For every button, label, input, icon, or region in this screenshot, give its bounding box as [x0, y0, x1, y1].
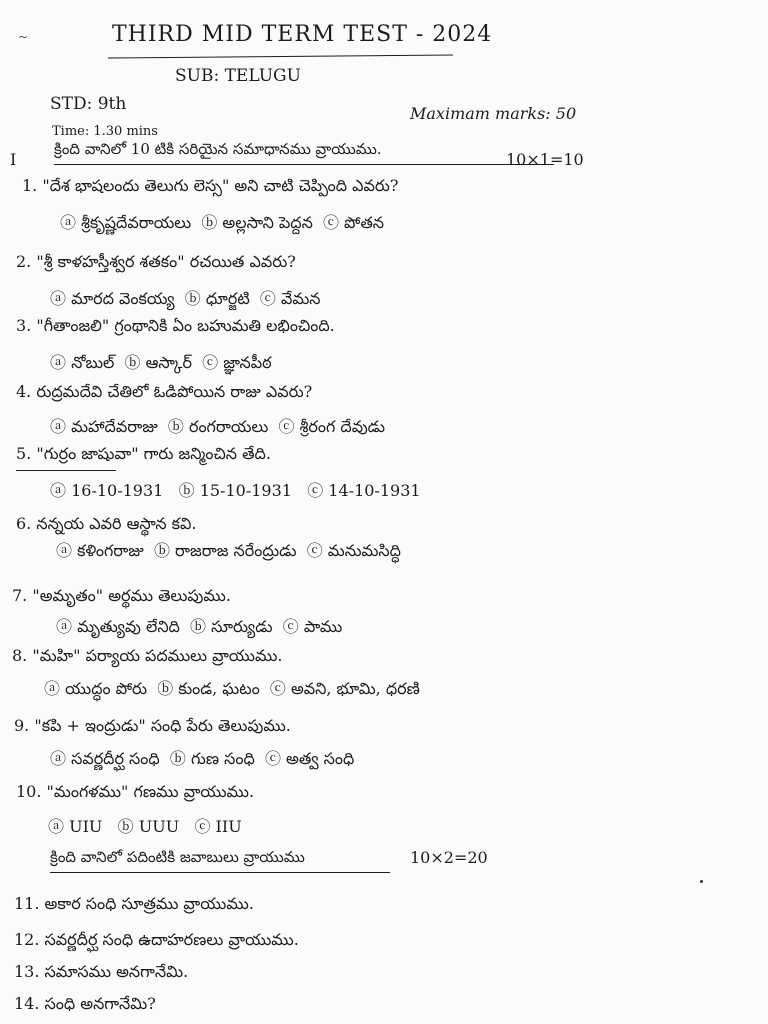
question-number: 2.: [16, 252, 32, 271]
question-number: 1.: [22, 176, 38, 195]
question-1-options: [60, 210, 384, 236]
option-c: ⓒ జ్ఞానపీఠ: [202, 353, 272, 372]
question-4-options: [50, 414, 385, 440]
option-a: ⓐ 16-10-1931: [50, 481, 164, 500]
question-text: "గీతాంజలి" గ్రంథానికి ఏం బహుమతి లభించింది.: [36, 316, 335, 335]
subject-label: SUB: TELUGU: [175, 66, 301, 86]
section1-number: I: [10, 150, 17, 169]
question-5-options: [50, 478, 421, 501]
option-c: ⓒ IIU: [194, 817, 242, 836]
question-number: 13.: [14, 962, 40, 981]
question-text: "మహి" పర్యాయ పదములు వ్రాయుము.: [32, 646, 283, 665]
option-a: ⓐ మహాదేవరాజు: [50, 417, 158, 436]
section2-marks: 10×2=20: [410, 848, 488, 867]
option-b: ⓑ సూర్యుడు: [190, 617, 273, 636]
question-number: 12.: [14, 930, 40, 949]
option-a: ⓐ మారద వెంకయ్య: [50, 289, 175, 308]
question-text: సవర్ణదీర్ఘ సంధి ఉదాహరణలు వ్రాయుము.: [44, 930, 299, 949]
std-label: STD: 9th: [50, 94, 127, 114]
question-text: "అమృతం" అర్థము తెలుపుము.: [32, 586, 231, 605]
question-3-options: [50, 350, 272, 376]
title-underline: [108, 54, 453, 58]
q5-underline: [16, 470, 116, 471]
question-text: "మంగళము" గణము వ్రాయుము.: [46, 782, 255, 801]
question-number: 6.: [16, 514, 32, 533]
option-a: ⓐ శ్రీకృష్ణదేవరాయలు: [60, 213, 192, 232]
question-text: "దేశ భాషలందు తెలుగు లెస్స" అని చాటి చెప్పింది ఎవరు?: [42, 176, 399, 195]
option-c: ⓒ వేమన: [259, 289, 321, 308]
option-a: ⓐ కళింగరాజు: [56, 541, 144, 560]
question-2: [16, 252, 296, 275]
option-a: ⓐ నోబుల్: [50, 353, 115, 372]
option-b: ⓑ ధూర్జటి: [184, 289, 250, 308]
question-number: 10.: [16, 782, 42, 801]
question-number: 11.: [14, 894, 40, 913]
option-c: ⓒ అవని, భూమి, ధరణి: [269, 679, 420, 698]
question-2-options: [50, 286, 320, 312]
question-text: "కపి + ఇంద్రుడు" సంధి పేరు తెలుపుము.: [34, 716, 291, 735]
question-14: [14, 994, 156, 1017]
option-b: ⓑ గుణ సంధి: [169, 749, 255, 768]
question-5: [16, 444, 271, 467]
option-b: ⓑ రాజరాజ నరేంద్రుడు: [153, 541, 297, 560]
question-text: సంధి అనగానేమి?: [44, 994, 156, 1013]
question-7-options: [56, 614, 342, 640]
option-b: ⓑ 15-10-1931: [178, 481, 292, 500]
question-number: 3.: [16, 316, 32, 335]
question-text: నన్నయ ఎవరి ఆస్థాన కవి.: [36, 514, 197, 533]
option-c: ⓒ పాము: [282, 617, 343, 636]
question-text: అకార సంధి సూత్రము వ్రాయుము.: [44, 894, 254, 913]
question-3: [16, 316, 335, 339]
option-c: ⓒ పోతన: [322, 213, 385, 232]
section2-underline: [50, 872, 390, 873]
time-label: Time: 1.30 mins: [52, 124, 158, 139]
question-number: 7.: [12, 586, 28, 605]
question-text: సమాసము అనగానేమి.: [44, 962, 189, 981]
option-c: ⓒ అత్వ సంధి: [264, 749, 355, 768]
section1-underline: [54, 164, 554, 165]
option-b: ⓑ కుండ, ఘటం: [157, 679, 260, 698]
margin-mark: ~: [18, 30, 29, 44]
question-9: [14, 716, 291, 739]
question-1: [22, 176, 398, 199]
question-number: 14.: [14, 994, 40, 1013]
section2-heading: క్రింది వానిలో పదింటికి జవాబులు వ్రాయుము: [50, 848, 305, 866]
ink-dot: [700, 880, 703, 883]
question-8: [12, 646, 283, 669]
question-number: 9.: [14, 716, 30, 735]
question-7: [12, 586, 231, 609]
question-6-options: [56, 538, 401, 564]
question-8-options: [44, 676, 420, 702]
question-number: 4.: [16, 382, 32, 401]
option-a: ⓐ మృత్యువు లేనిది: [56, 617, 180, 636]
question-6: [16, 514, 196, 537]
option-a: ⓐ UIU: [48, 817, 103, 836]
option-b: ⓑ రంగరాయలు: [167, 417, 269, 436]
max-marks-label: Maximam marks: 50: [410, 104, 577, 123]
question-text: రుద్రమదేవి చేతిలో ఓడిపోయిన రాజు ఎవరు?: [36, 382, 313, 401]
section1-heading: క్రింది వానిలో 10 టికి సరియైన సమాధానము వ్రాయుము.: [54, 140, 382, 158]
question-9-options: [50, 746, 354, 772]
question-text: "శ్రీ కాళహస్తీశ్వర శతకం" రచయిత ఎవరు?: [36, 252, 296, 271]
question-10-options: [48, 814, 242, 837]
question-10: [16, 782, 254, 805]
option-b: ⓑ UUU: [117, 817, 180, 836]
option-b: ⓑ అల్లసాని పెద్దన: [201, 213, 313, 232]
option-c: ⓒ శ్రీరంగ దేవుడు: [278, 417, 386, 436]
question-number: 5.: [16, 444, 32, 463]
question-11: [14, 894, 254, 917]
question-number: 8.: [12, 646, 28, 665]
test-title: THIRD MID TERM TEST - 2024: [112, 22, 493, 47]
question-4: [16, 382, 312, 405]
option-a: ⓐ యుద్ధం పోరు: [44, 679, 148, 698]
question-text: "గుర్రం జాషువా" గారు జన్మించిన తేది.: [36, 444, 271, 463]
option-a: ⓐ సవర్ణదీర్ఘ సంధి: [50, 749, 160, 768]
question-12: [14, 930, 299, 953]
option-c: ⓒ 14-10-1931: [307, 481, 421, 500]
question-13: [14, 962, 188, 985]
option-b: ⓑ ఆస్కార్: [124, 353, 192, 372]
section1-marks: 10×1=10: [506, 150, 584, 169]
option-c: ⓒ మనుమసిద్ధి: [306, 541, 401, 560]
